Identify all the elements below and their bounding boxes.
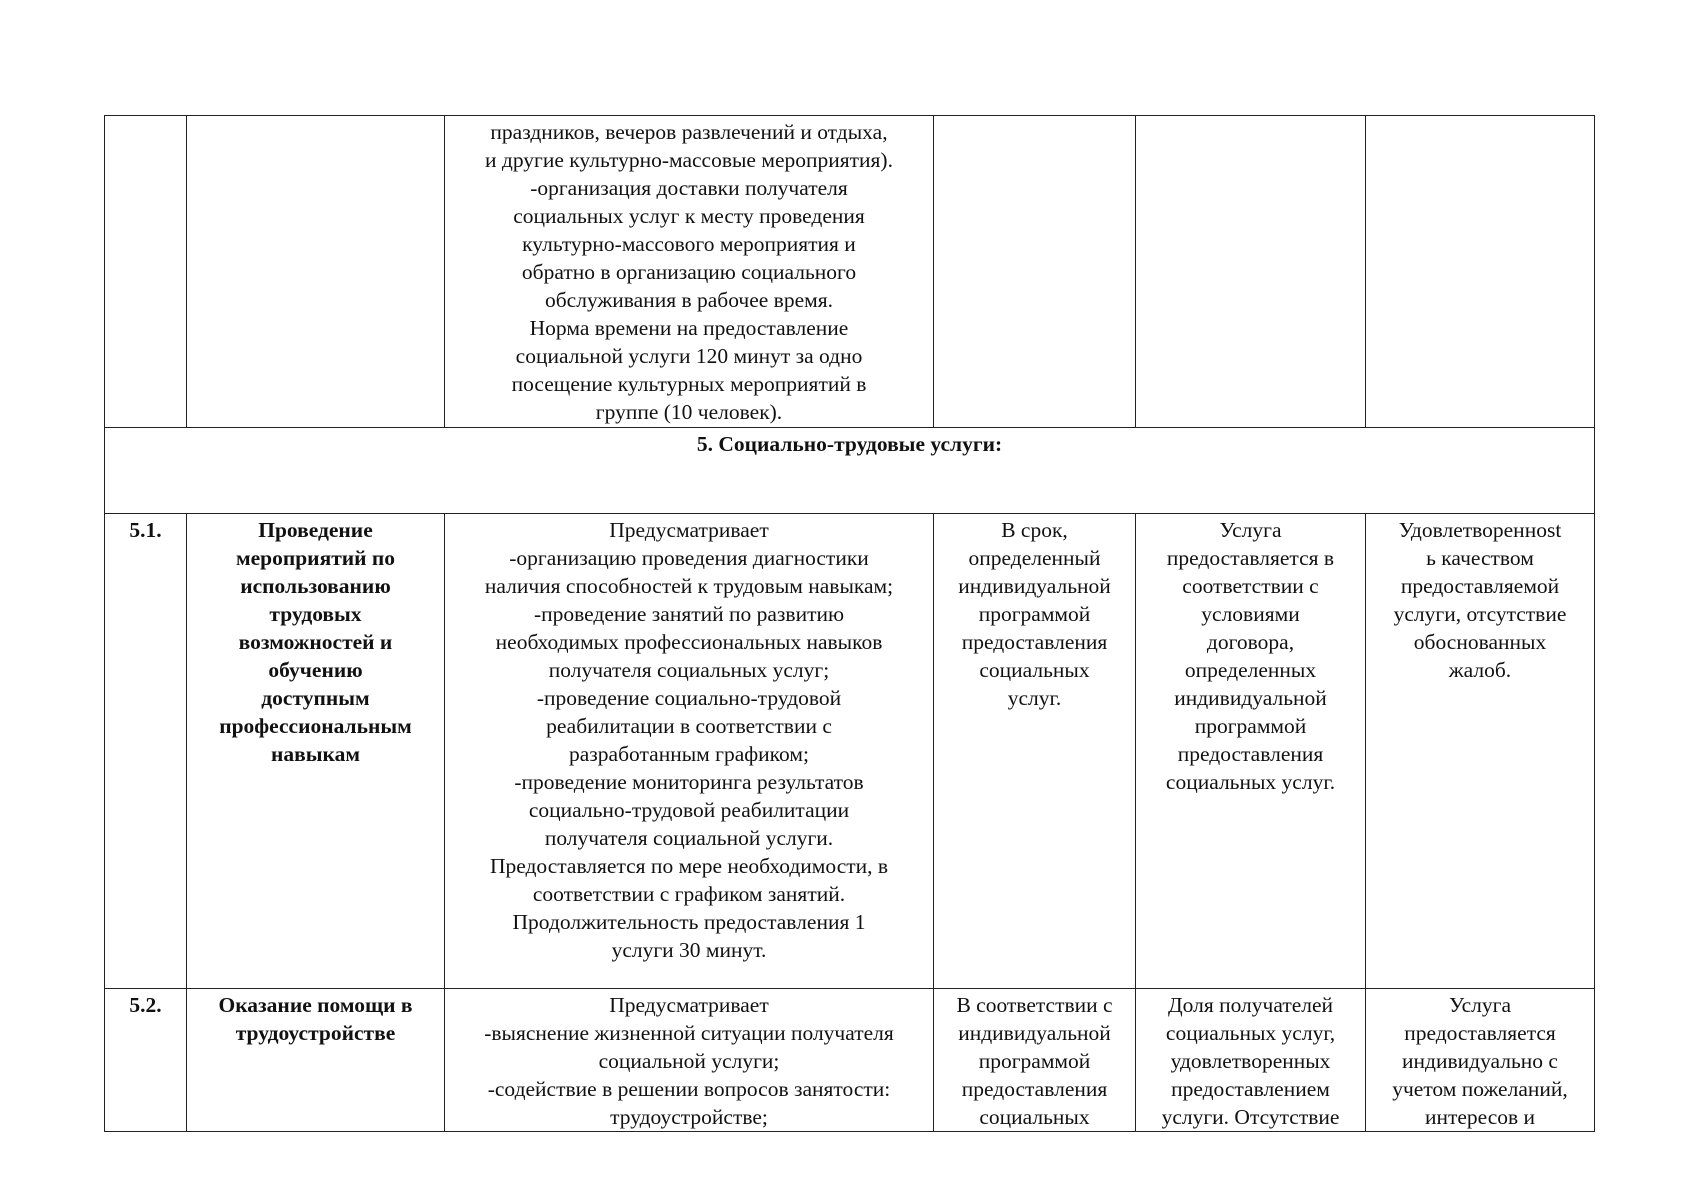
cell-service-name xyxy=(187,116,445,428)
cell-number: 5.1. xyxy=(105,514,187,989)
cell-description: Предусматривает -организацию проведения диагностики наличия способностей к трудовым навыкам; -проведение занятий по развитию необходимых профессиональных навыков получателя социальных услуг; -проведение социально-трудовой реабилитации в соответствии с разработанным графиком; -проведение мониторинга результатов социально-трудовой реабилитации получателя социальной услуги. Предоставляется по мере необходимости, в соответствии с графиком занятий. Продолжительность предоставления 1 услуги 30 минут. xyxy=(445,514,934,989)
cell-conditions: Доля получателей социальных услуг, удовлетворенных предоставлением услуги. Отсутствие xyxy=(1136,989,1366,1132)
cell-service-name: Проведение мероприятий по использованию трудовых возможностей и обучению доступным профессиональным навыкам xyxy=(187,514,445,989)
cell-deadline: В срок, определенный индивидуальной программой предоставления социальных услуг. xyxy=(934,514,1136,989)
table-row-continuation xyxy=(105,116,1595,428)
services-table xyxy=(104,115,1595,1132)
cell-deadline: В соответствии с индивидуальной программой предоставления социальных xyxy=(934,989,1136,1132)
cell-conditions: Услуга предоставляется в соответствии с условиями договора, определенных индивидуальной программой предоставления социальных услуг. xyxy=(1136,514,1366,989)
cell-conditions xyxy=(1136,116,1366,428)
cell-description: Предусматривает -выяснение жизненной ситуации получателя социальной услуги; -содействие в решении вопросов занятости: трудоустройстве; xyxy=(445,989,934,1132)
cell-service-name: Оказание помощи в трудоустройстве xyxy=(187,989,445,1132)
section-heading-row xyxy=(105,428,1595,514)
section-heading: 5. Социально-трудовые услуги: xyxy=(105,428,1595,514)
cell-deadline xyxy=(934,116,1136,428)
cell-quality xyxy=(1366,116,1595,428)
cell-quality: Услуга предоставляется индивидуально с учетом пожеланий, интересов и xyxy=(1366,989,1595,1132)
cell-number xyxy=(105,116,187,428)
cell-number: 5.2. xyxy=(105,989,187,1132)
cell-description: праздников, вечеров развлечений и отдыха, и другие культурно-массовые мероприятия). -организация доставки получателя социальных услуг к месту проведения культурно-массового мероприятия и обратно в организацию социального обслуживания в рабочее время. Норма времени на предоставление социальной услуги 120 минут за одно посещение культурных мероприятий в группе (10 человек). xyxy=(445,116,934,428)
table-row xyxy=(105,514,1595,989)
cell-quality: Удовлетвореннost ь качеством предоставляемой услуги, отсутствие обоснованных жалоб. xyxy=(1366,514,1595,989)
table-row xyxy=(105,989,1595,1132)
